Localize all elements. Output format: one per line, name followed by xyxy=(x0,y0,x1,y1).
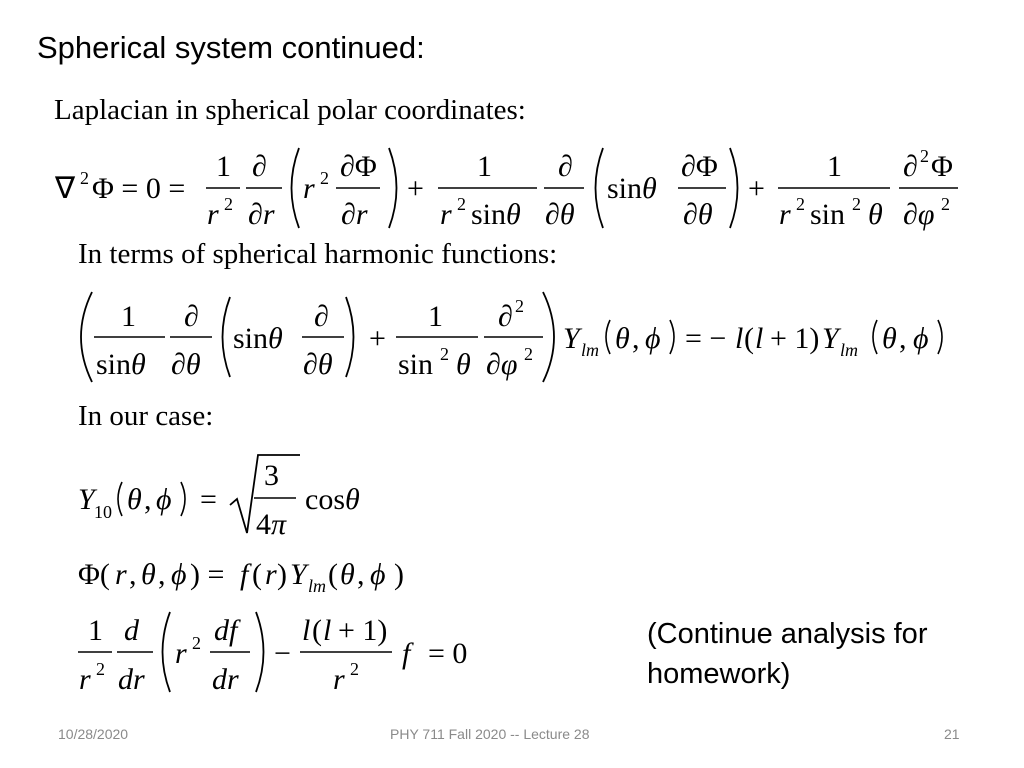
svg-text:1: 1 xyxy=(477,150,492,183)
svg-text:Y: Y xyxy=(290,558,307,591)
svg-text:(: ( xyxy=(312,614,322,647)
our-case-heading: In our case: xyxy=(78,400,214,432)
harmonic-equation xyxy=(81,292,942,382)
svg-text:∂: ∂ xyxy=(558,150,573,183)
svg-text:cosθ: cosθ xyxy=(305,483,360,516)
svg-text:(: ( xyxy=(252,558,262,591)
svg-text:ϕ: ϕ xyxy=(645,322,661,355)
svg-text:+ 1): + 1) xyxy=(338,614,388,647)
svg-text:,: , xyxy=(632,322,640,355)
svg-text:r: r xyxy=(265,558,277,591)
radial-equation xyxy=(78,612,467,696)
svg-text:θ: θ xyxy=(615,322,630,355)
svg-text:ϕ: ϕ xyxy=(913,322,929,355)
svg-text:) =: ) = xyxy=(190,558,225,591)
svg-text:θ: θ xyxy=(141,558,156,591)
svg-text:lm: lm xyxy=(581,340,599,360)
svg-text:,: , xyxy=(357,558,365,591)
svg-text:∂: ∂ xyxy=(498,300,513,333)
y10-equation xyxy=(78,455,360,541)
svg-text:r: r xyxy=(175,637,187,670)
svg-text:r: r xyxy=(779,198,791,231)
separation-equation xyxy=(78,558,404,596)
svg-text:sinθ: sinθ xyxy=(96,348,146,381)
svg-text:θ: θ xyxy=(340,558,355,591)
footer-course: PHY 711 Fall 2020 -- Lecture 28 xyxy=(390,726,590,742)
svg-text:r: r xyxy=(115,558,127,591)
svg-text:Y: Y xyxy=(78,483,95,516)
svg-text:∂θ: ∂θ xyxy=(545,198,575,231)
svg-text:f: f xyxy=(402,637,411,670)
svg-text:2: 2 xyxy=(920,146,929,166)
svg-text:r: r xyxy=(207,198,219,231)
svg-text:Φ(: Φ( xyxy=(78,558,110,591)
svg-text:,: , xyxy=(158,558,166,591)
svg-text:θ: θ xyxy=(882,322,897,355)
svg-text:1: 1 xyxy=(827,150,842,183)
svg-text:ϕ: ϕ xyxy=(156,483,172,516)
svg-text:lm: lm xyxy=(308,576,326,596)
svg-text:2: 2 xyxy=(440,344,449,364)
homework-note-line2: homework) xyxy=(647,658,791,690)
svg-text:2: 2 xyxy=(515,296,524,316)
svg-text:): ) xyxy=(394,558,404,591)
svg-text:∇: ∇ xyxy=(55,172,76,205)
svg-text:θ: θ xyxy=(127,483,142,516)
svg-text:+: + xyxy=(369,322,386,355)
svg-text:∂r: ∂r xyxy=(248,198,275,231)
svg-text:10: 10 xyxy=(94,502,112,522)
svg-text:1: 1 xyxy=(216,150,231,183)
svg-text:2: 2 xyxy=(852,194,861,214)
svg-text:∂θ: ∂θ xyxy=(171,348,201,381)
svg-text:): ) xyxy=(277,558,287,591)
svg-text:∂r: ∂r xyxy=(341,198,368,231)
svg-text:∂φ: ∂φ xyxy=(903,198,935,231)
svg-text:(: ( xyxy=(328,558,338,591)
svg-text:sin: sin xyxy=(398,348,434,381)
svg-text:2: 2 xyxy=(96,659,105,679)
svg-text:sinθ: sinθ xyxy=(607,172,657,205)
svg-text:r: r xyxy=(79,663,91,696)
svg-text:∂φ: ∂φ xyxy=(486,348,518,381)
svg-text:=: = xyxy=(200,483,217,516)
svg-text:∂: ∂ xyxy=(252,150,267,183)
svg-text:2: 2 xyxy=(796,194,805,214)
laplacian-equation xyxy=(54,146,958,231)
footer-page-number: 21 xyxy=(944,726,960,742)
svg-text:∂: ∂ xyxy=(903,150,918,183)
svg-text:f: f xyxy=(240,558,249,591)
footer-date: 10/28/2020 xyxy=(58,726,129,742)
svg-text:,: , xyxy=(144,483,152,516)
svg-text:3: 3 xyxy=(264,459,279,492)
svg-text:(: ( xyxy=(744,322,754,355)
svg-text:2: 2 xyxy=(524,344,533,364)
homework-note xyxy=(647,614,1007,694)
svg-text:= 0: = 0 xyxy=(428,637,468,670)
svg-text:+: + xyxy=(748,172,765,205)
svg-text:θ: θ xyxy=(456,348,471,381)
svg-text:l: l xyxy=(323,614,332,647)
svg-text:dr: dr xyxy=(118,663,145,696)
svg-text:∂θ: ∂θ xyxy=(683,198,713,231)
svg-text:2: 2 xyxy=(80,168,89,188)
svg-text:df: df xyxy=(214,614,238,647)
svg-text:1: 1 xyxy=(428,300,443,333)
svg-text:2: 2 xyxy=(350,659,359,679)
svg-text:l: l xyxy=(755,322,764,355)
svg-text:Y: Y xyxy=(563,322,580,355)
svg-text:∂θ: ∂θ xyxy=(303,348,333,381)
svg-text:r: r xyxy=(303,172,315,205)
homework-note-line1: (Continue analysis for xyxy=(647,618,928,650)
svg-text:1: 1 xyxy=(88,614,103,647)
svg-text:Φ = 0 =: Φ = 0 = xyxy=(92,172,186,205)
svg-text:+ 1): + 1) xyxy=(770,322,820,355)
svg-text:,: , xyxy=(899,322,907,355)
slide-title: Spherical system continued: xyxy=(37,30,425,65)
svg-text:Y: Y xyxy=(822,322,839,355)
svg-text:r: r xyxy=(333,663,345,696)
svg-text:∂: ∂ xyxy=(314,300,329,333)
svg-text:sinθ: sinθ xyxy=(233,322,283,355)
svg-text:θ: θ xyxy=(868,198,883,231)
svg-text:ϕ: ϕ xyxy=(370,558,386,591)
svg-text:2: 2 xyxy=(224,194,233,214)
svg-text:1: 1 xyxy=(121,300,136,333)
svg-text:lm: lm xyxy=(840,340,858,360)
svg-text:,: , xyxy=(129,558,137,591)
laplacian-heading: Laplacian in spherical polar coordinates: xyxy=(54,94,526,126)
harmonic-heading: In terms of spherical harmonic functions: xyxy=(78,238,558,270)
svg-text:d: d xyxy=(124,614,139,647)
svg-text:∂: ∂ xyxy=(184,300,199,333)
svg-text:= −: = − xyxy=(685,322,727,355)
svg-text:2: 2 xyxy=(192,633,201,653)
svg-text:dr: dr xyxy=(212,663,239,696)
svg-text:+: + xyxy=(407,172,424,205)
svg-text:2: 2 xyxy=(941,194,950,214)
svg-text:2: 2 xyxy=(457,194,466,214)
svg-text:sin: sin xyxy=(810,198,846,231)
svg-text:sinθ: sinθ xyxy=(471,198,521,231)
svg-text:Φ: Φ xyxy=(931,150,953,183)
svg-text:2: 2 xyxy=(320,168,329,188)
svg-text:∂Φ: ∂Φ xyxy=(340,150,377,183)
svg-text:ϕ: ϕ xyxy=(171,558,187,591)
svg-text:r: r xyxy=(440,198,452,231)
svg-text:l: l xyxy=(302,614,311,647)
svg-text:∂Φ: ∂Φ xyxy=(681,150,718,183)
svg-text:−: − xyxy=(274,637,291,670)
svg-text:l: l xyxy=(735,322,744,355)
svg-text:4π: 4π xyxy=(256,508,287,541)
